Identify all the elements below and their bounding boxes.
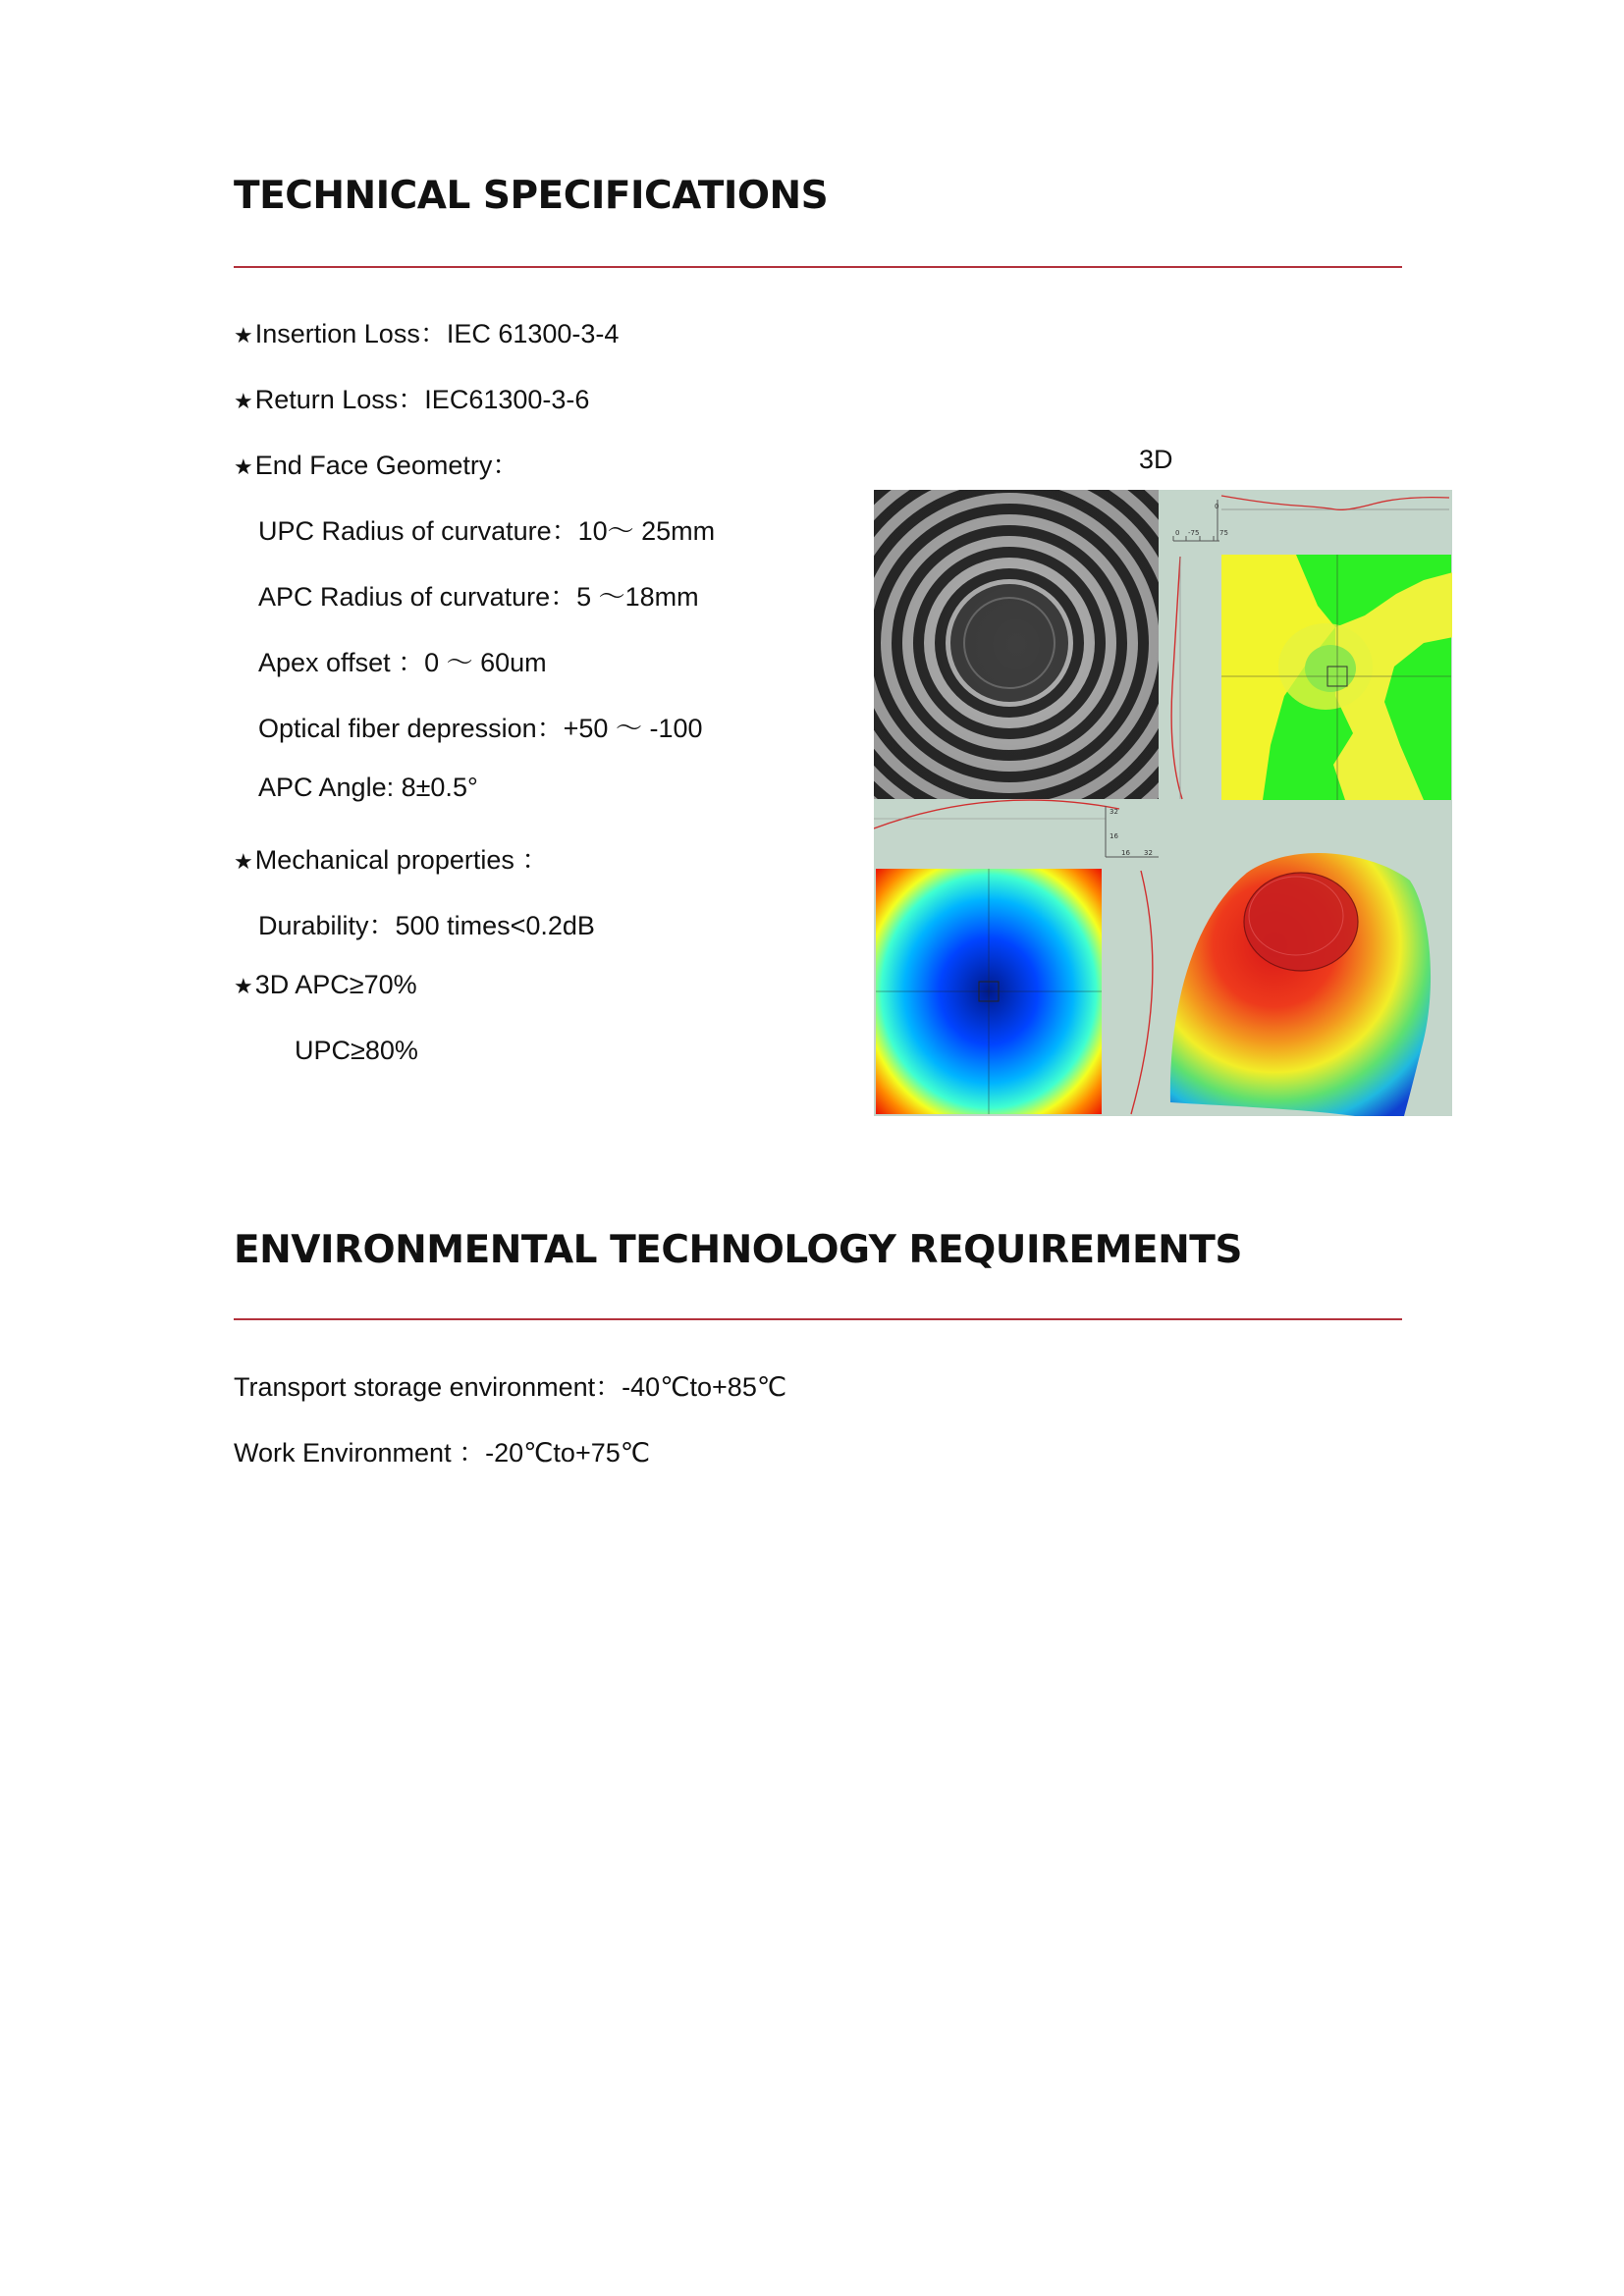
star-icon: ★ bbox=[234, 454, 253, 479]
spec-durability: Durability：500 times<0.2dB bbox=[258, 911, 595, 940]
spec-apc-radius: APC Radius of curvature：5 ～18mm bbox=[258, 582, 699, 612]
star-icon: ★ bbox=[234, 974, 253, 998]
spec-return-loss: ★Return Loss：IEC61300-3-6 bbox=[234, 385, 590, 414]
3d-surface-render bbox=[1170, 853, 1431, 1116]
spec-apc-angle: APC Angle: 8±0.5° bbox=[258, 773, 478, 802]
spec-3d-apc: ★3D APC≥70% bbox=[234, 970, 417, 999]
star-icon: ★ bbox=[234, 323, 253, 347]
env-work-environment: Work Environment ：-20℃to+75℃ bbox=[234, 1438, 651, 1468]
spec-mechanical-properties: ★Mechanical properties ： bbox=[234, 845, 549, 875]
figure-label: 3D bbox=[1139, 445, 1173, 474]
tick-label: 32 bbox=[1110, 808, 1118, 816]
height-map-bottom-left bbox=[876, 869, 1102, 1114]
tick-label: 16 bbox=[1110, 832, 1118, 840]
star-icon: ★ bbox=[234, 849, 253, 874]
environmental-requirements-heading: ENVIRONMENTAL TECHNOLOGY REQUIREMENTS bbox=[234, 1228, 1242, 1272]
spec-upc-radius: UPC Radius of curvature：10～ 25mm bbox=[258, 516, 716, 546]
star-icon: ★ bbox=[234, 389, 253, 413]
interferometer-figure bbox=[874, 490, 1452, 1116]
spec-end-face-geometry: ★End Face Geometry： bbox=[234, 451, 519, 480]
technical-specifications-heading: TECHNICAL SPECIFICATIONS bbox=[234, 174, 829, 218]
tick-label: -75 bbox=[1188, 529, 1200, 537]
tick-label: 32 bbox=[1144, 849, 1153, 857]
spec-apex-offset: Apex offset ：0 ～ 60um bbox=[258, 648, 547, 677]
technical-divider bbox=[234, 266, 1402, 268]
tick-label: 16 bbox=[1121, 849, 1130, 857]
environmental-divider bbox=[234, 1318, 1402, 1320]
spec-3d-upc: UPC≥80% bbox=[295, 1036, 418, 1065]
spec-fiber-depression: Optical fiber depression：+50 ～ -100 bbox=[258, 714, 703, 743]
spec-insertion-loss: ★Insertion Loss：IEC 61300-3-4 bbox=[234, 319, 620, 348]
env-transport-storage: Transport storage environment：-40℃to+85℃ bbox=[234, 1372, 787, 1402]
tick-label: 75 bbox=[1219, 529, 1228, 537]
tick-label: 0 bbox=[1215, 503, 1219, 510]
height-map-top-right bbox=[1221, 555, 1452, 800]
tick-label: 0 bbox=[1175, 529, 1180, 537]
